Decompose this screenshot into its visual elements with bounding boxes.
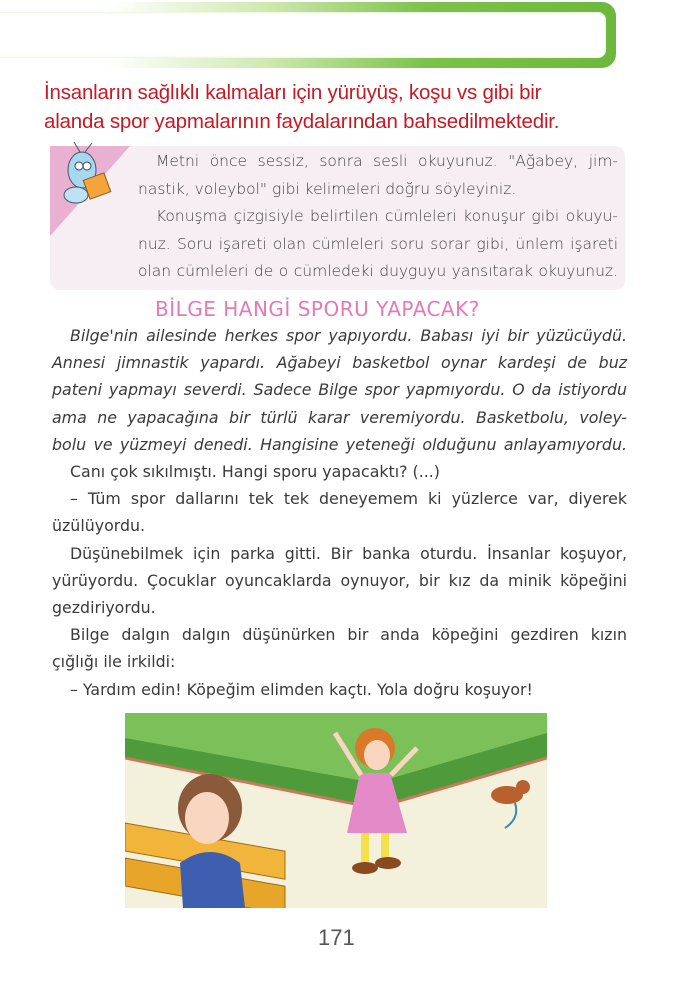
story-line: Bilge dalgın dalgın düşünürken bir anda köpeğini gezdiren kızın (70, 625, 627, 645)
story-line: Annesi jimnastik yapardı. Ağabeyi basketbol oynar kardeşi de buz (52, 353, 627, 373)
instructions-line: nuz. Soru işareti olan cümleleri soru sorar gibi, ünlem işareti (138, 234, 618, 253)
summary-line: İnsanların sağlıklı kalmaları için yürüyüş, koşu vs gibi bir (44, 81, 542, 104)
instructions-line: olan cümleleri de o cümledeki duyguyu yansıtarak okuyunuz. (138, 262, 618, 280)
story-line: üzülüyordu. (52, 516, 146, 536)
header-banner-inner (0, 12, 606, 58)
story-line: çığlığı ile irkildi: (52, 652, 176, 672)
story-line: Bilge'nin ailesinde herkes spor yapıyordu. Babası iyi bir yüzücüydü. (70, 326, 627, 345)
instructions-line: nastik, voleybol" gibi kelimeleri doğru söyleyiniz. (138, 179, 517, 198)
story-text (52, 322, 627, 703)
story-title: BİLGE HANGİ SPORU YAPACAK? (155, 297, 480, 321)
story-line: yürüyordu. Çocuklar oyuncaklarda oynuyor, bir kız da minik köpeğini (52, 570, 627, 590)
story-line: Düşünebilmek için parka gitti. Bir banka oturdu. İnsanlar koşuyor, (70, 543, 627, 563)
story-line: gezdiriyordu. (52, 598, 156, 618)
summary-line: alanda spor yapmalarının faydalarından bahsedilmektedir. (44, 110, 560, 133)
story-line: bolu ve yüzmeyi denedi. Hangisine yeteneği olduğunu anlayamıyordu. (52, 434, 627, 454)
story-line: ama ne yapacağına bir türlü karar veremiyordu. Basketbolu, voley- (52, 407, 627, 427)
page-number: 171 (318, 925, 355, 950)
instructions-line: Konuşma çizgisiyle belirtilen cümleleri konuşur gibi okuyu- (156, 207, 618, 225)
instructions-text (138, 148, 618, 286)
story-line: Canı çok sıkılmıştı. Hangi sporu yapacaktı? (...) (70, 462, 440, 482)
reading-mascot-icon (52, 140, 132, 210)
summary-note (44, 78, 559, 136)
story-line: – Tüm spor dallarını tek tek deneyemem ki yüzlerce var, diyerek (70, 489, 627, 509)
park-illustration (125, 713, 547, 908)
instructions-line: Metni önce sessiz, sonra sesli okuyunuz. "Ağabey, jim- (156, 152, 618, 170)
story-line: pateni yapmayı severdi. Sadece Bilge spor yapmıyordu. O da istiyordu (52, 380, 627, 400)
story-line: – Yardım edin! Köpeğim elimden kaçtı. Yola doğru koşuyor! (70, 679, 533, 699)
